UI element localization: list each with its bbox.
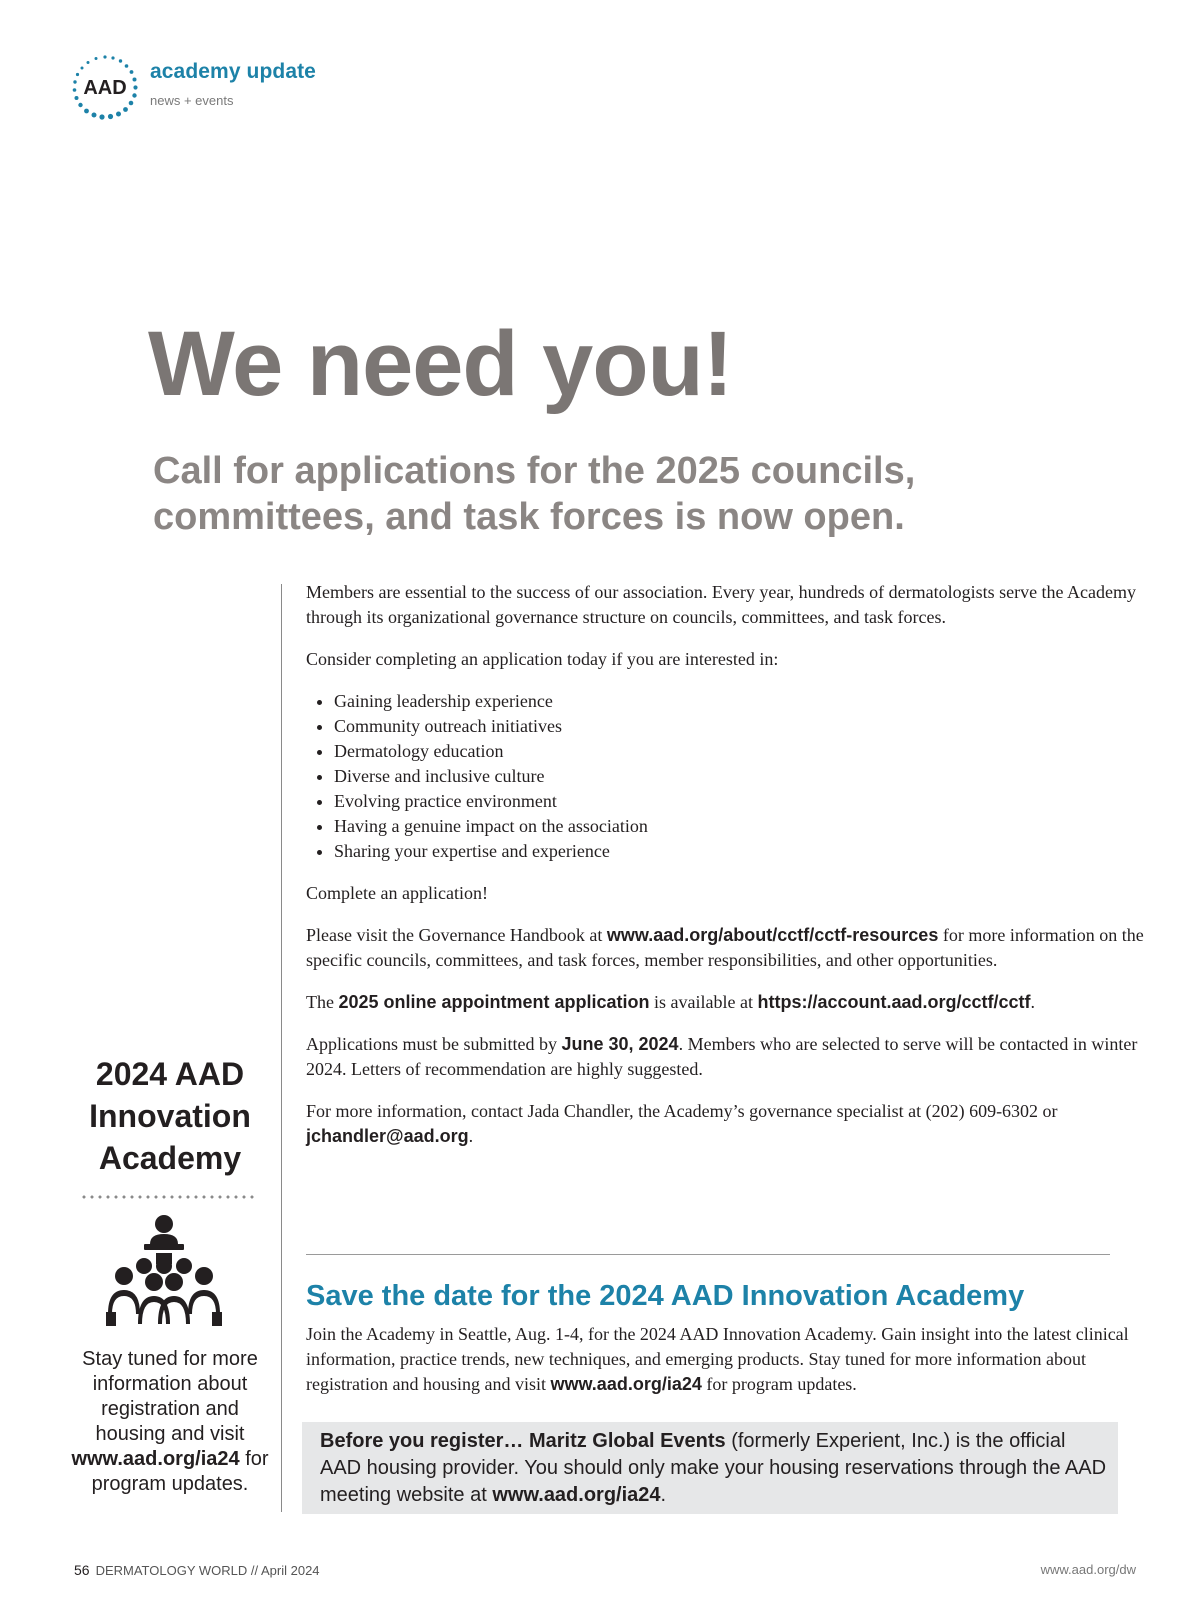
publication-name: DERMATOLOGY WORLD // April 2024 <box>95 1563 320 1578</box>
save-date-text-end: for program updates. <box>701 1374 857 1394</box>
footer-url[interactable]: www.aad.org/dw <box>1040 1562 1136 1577</box>
section-divider <box>306 1254 1110 1255</box>
application-name: 2025 online appointment application <box>338 992 650 1012</box>
consider-paragraph: Consider completing an application today if you are interested in: <box>306 649 779 669</box>
section-title: academy update <box>150 60 316 83</box>
deadline-text-end: . Members who are selected to serve will be contacted in winter 2024. Letters of recommendation are highly suggested. <box>306 1034 1138 1079</box>
complete-paragraph: Complete an application! <box>306 883 488 903</box>
deadline-paragraph <box>306 1032 1146 1082</box>
sidebar-title <box>60 1053 280 1179</box>
list-item: • Community outreach initiatives <box>334 714 1146 739</box>
save-date-paragraph <box>306 1322 1146 1397</box>
contact-text: For more information, contact Jada Chandler, the Academy’s governance specialist at (202) 609-6302 or <box>306 1101 1058 1121</box>
article-body <box>306 580 1146 1166</box>
list-item: • Having a genuine impact on the association <box>334 814 1146 839</box>
list-item: • Sharing your expertise and experience <box>334 839 1146 864</box>
audience-presenter-icon <box>106 1214 232 1334</box>
application-text-end: . <box>1030 992 1036 1012</box>
list-item: • Evolving practice environment <box>334 789 1146 814</box>
page-number: 56 <box>74 1562 90 1578</box>
sidebar-title-line: 2024 AAD <box>95 1056 245 1092</box>
contact-paragraph <box>306 1099 1146 1149</box>
sidebar-text-end: for program updates. <box>91 1448 269 1495</box>
page-headline: We need you! <box>148 313 733 415</box>
handbook-link[interactable]: www.aad.org/about/cctf/cctf-resources <box>606 925 939 945</box>
application-text-mid: is available at <box>649 992 758 1012</box>
contact-text-end: . <box>468 1126 474 1146</box>
list-item: • Dermatology education <box>334 739 1146 764</box>
logo-text: AAD <box>83 77 127 99</box>
application-paragraph <box>306 990 1146 1015</box>
handbook-text-end: for more information on the specific councils, committees, and task forces, member responsibilities, and other opportunities. <box>306 925 1144 970</box>
sidebar-text-body: Stay tuned for more information about registration and housing and visit <box>82 1348 258 1445</box>
page-subheadline: Call for applications for the 2025 councils, committees, and task forces is now open. <box>153 450 916 538</box>
save-date-text: Join the Academy in Seattle, Aug. 1-4, for the 2024 AAD Innovation Academy. Gain insight into the latest clinical information, practice trends, new techniques, and emerging products. Stay tuned for more information about registration and housing and visit <box>306 1324 1129 1394</box>
application-text: The <box>306 992 339 1012</box>
dotted-divider <box>80 1195 258 1199</box>
callout-bold: Before you register… Maritz Global Events <box>320 1430 726 1452</box>
callout-body: (formerly Experient, Inc.) is the official AAD housing provider. You should only make your housing reservations through the AAD meeting website at <box>320 1430 1107 1506</box>
deadline-text: Applications must be submitted by <box>306 1034 562 1054</box>
sidebar-title-line: Academy <box>98 1140 242 1176</box>
deadline-date: June 30, 2024 <box>561 1034 679 1054</box>
sidebar-link[interactable]: www.aad.org/ia24 <box>71 1448 240 1470</box>
sidebar-text <box>70 1347 270 1497</box>
handbook-text: Please visit the Governance Handbook at <box>306 925 607 945</box>
interest-list <box>306 689 1146 864</box>
footer-publication <box>74 1562 320 1578</box>
list-item: • Gaining leadership experience <box>334 689 1146 714</box>
column-divider <box>281 584 282 1512</box>
callout-end: . <box>660 1484 667 1506</box>
application-link[interactable]: https://account.aad.org/cctf/cctf <box>757 992 1031 1012</box>
callout-link[interactable]: www.aad.org/ia24 <box>492 1484 661 1506</box>
sidebar-title-line: Innovation <box>89 1098 251 1134</box>
handbook-paragraph <box>306 923 1146 973</box>
contact-email-link[interactable]: jchandler@aad.org <box>306 1126 469 1146</box>
save-date-link[interactable]: www.aad.org/ia24 <box>550 1374 702 1394</box>
section-subtitle: news + events <box>150 93 234 108</box>
list-item: • Diverse and inclusive culture <box>334 764 1146 789</box>
intro-paragraph: Members are essential to the success of our association. Every year, hundreds of dermatologists serve the Academy through its organizational governance structure on councils, committees, and task forces. <box>306 582 1137 627</box>
save-date-heading: Save the date for the 2024 AAD Innovation Academy <box>306 1280 1025 1312</box>
aad-logo <box>72 54 138 120</box>
housing-callout-text <box>320 1428 1110 1509</box>
